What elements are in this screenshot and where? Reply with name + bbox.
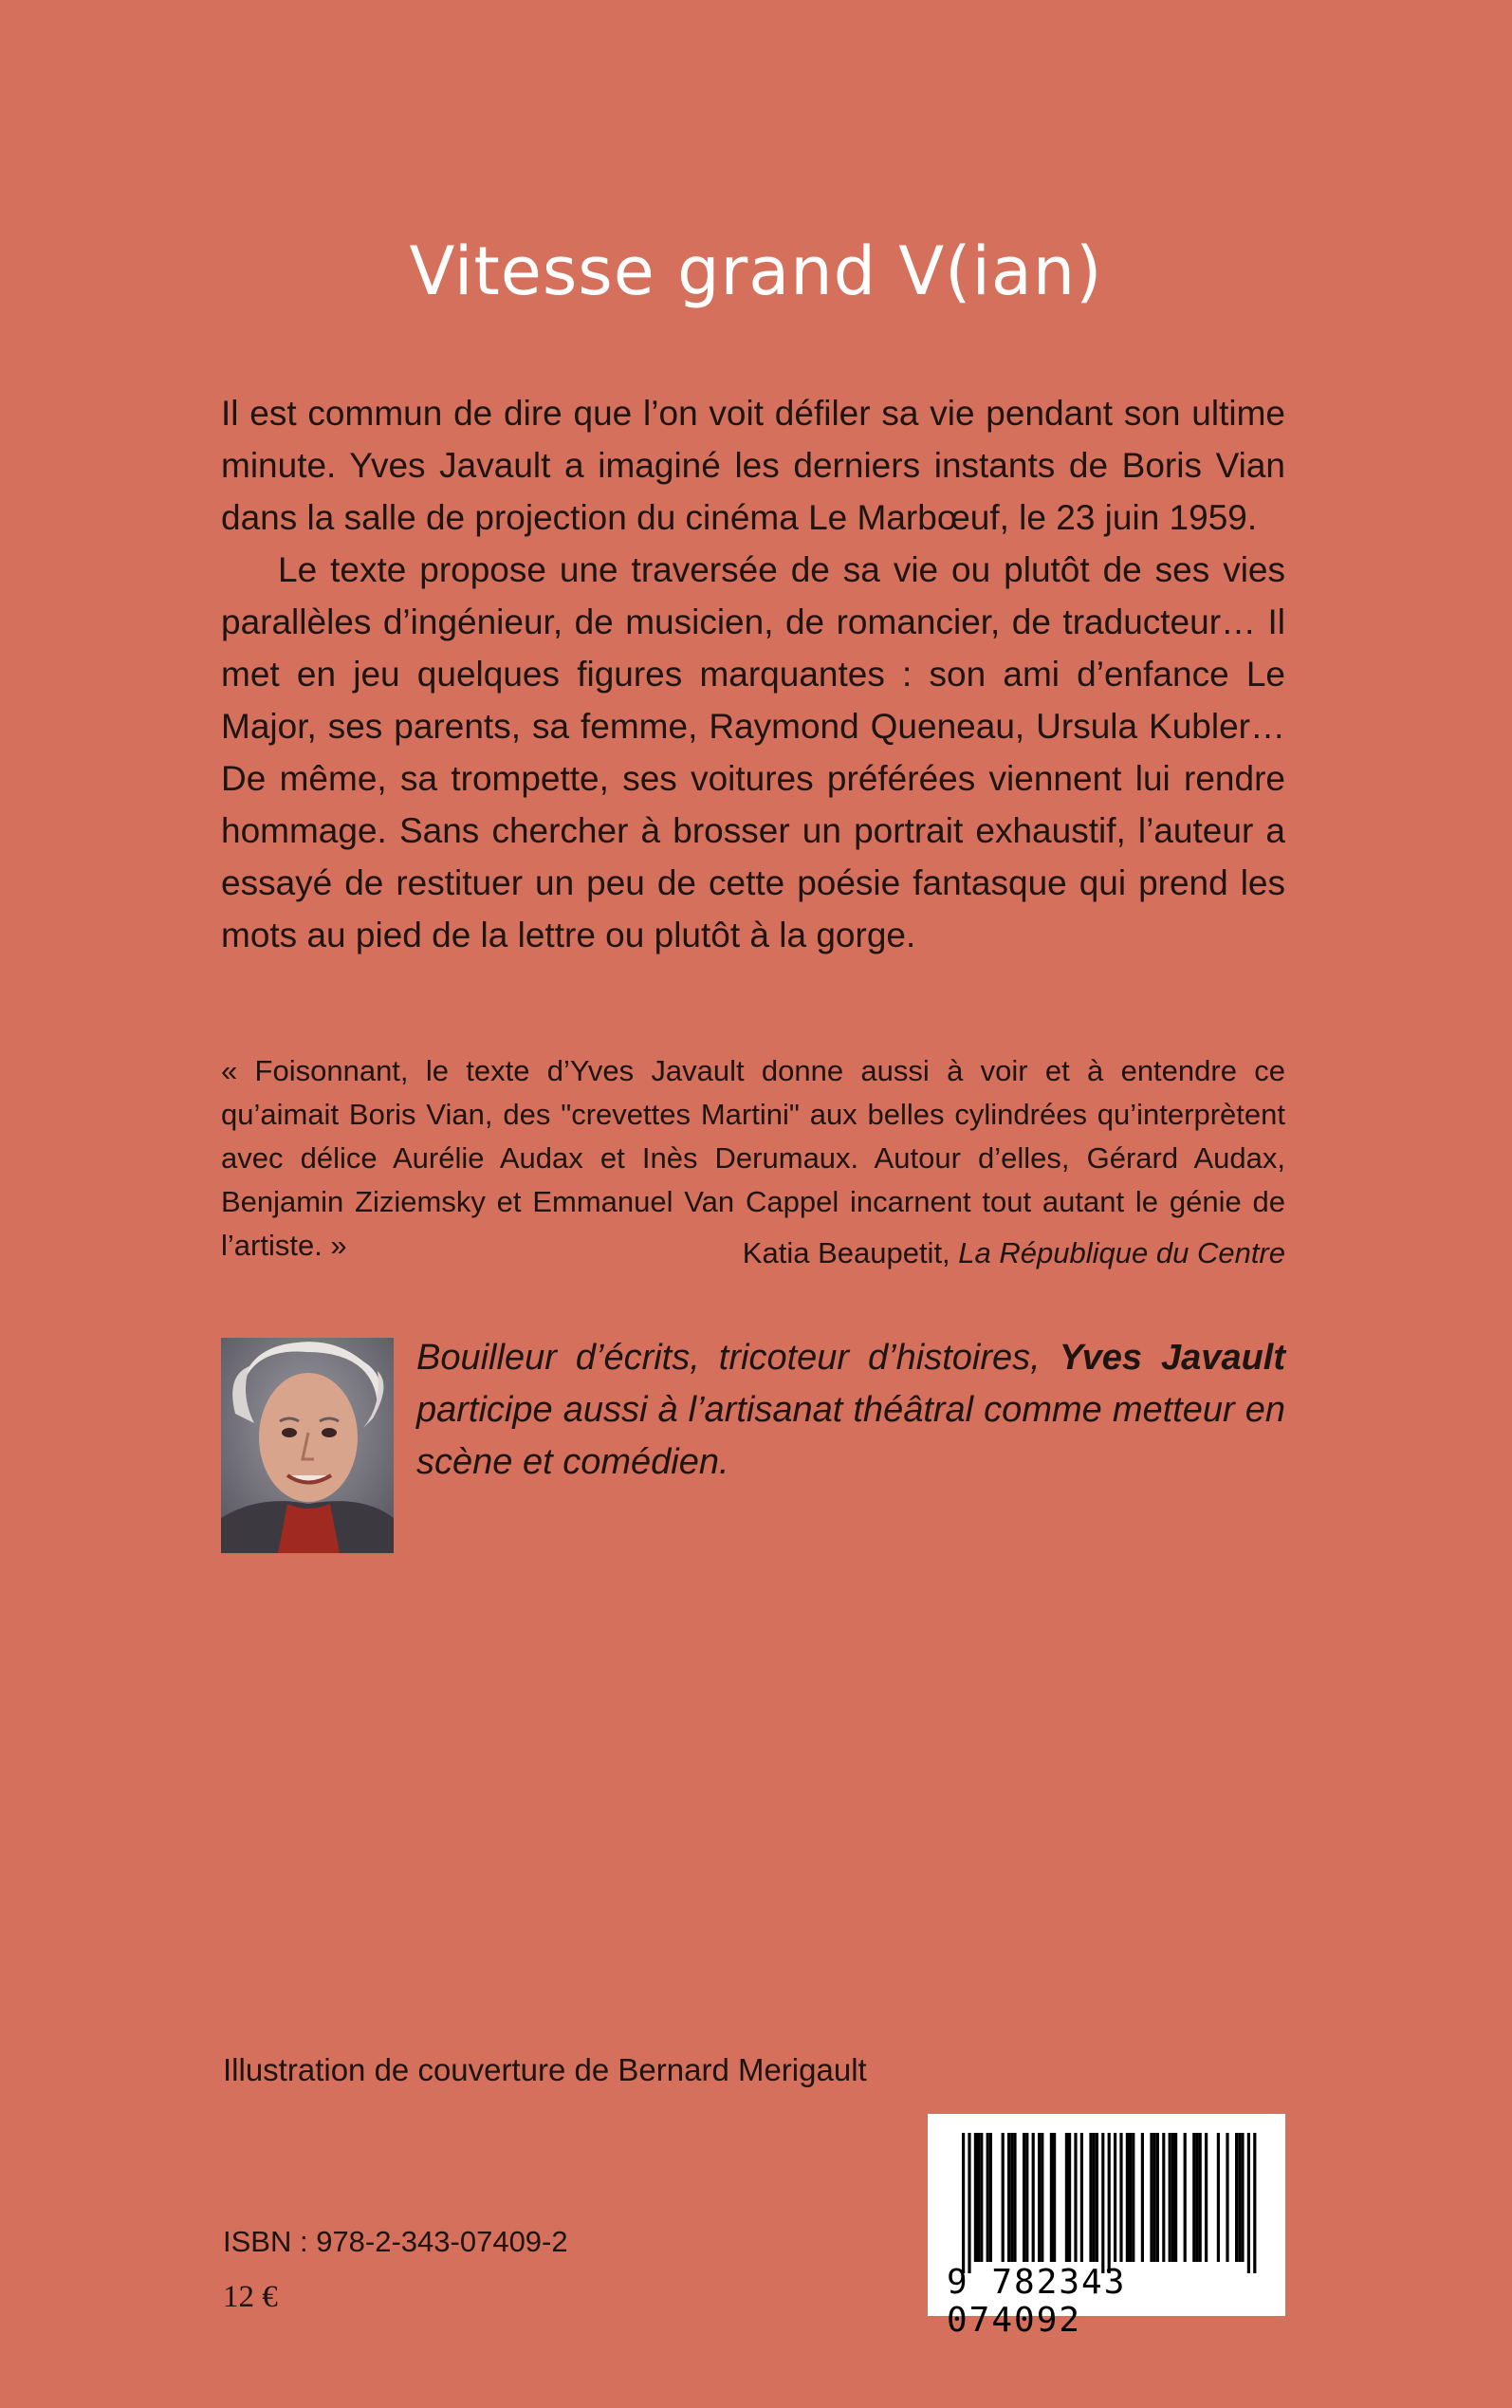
- barcode-bar: [1141, 2133, 1144, 2262]
- barcode-bar: [1150, 2133, 1152, 2262]
- bio-intro: Bouilleur d’écrits, tricoteur d’histoires,: [416, 1338, 1060, 1378]
- barcode-bar: [1068, 2133, 1071, 2262]
- barcode-bar: [1129, 2133, 1132, 2262]
- barcode-bar: [1253, 2133, 1256, 2273]
- barcode-bar: [989, 2133, 992, 2262]
- back-cover-blurb: [221, 387, 1285, 961]
- barcode-bar: [1162, 2133, 1165, 2262]
- barcode-bar: [1171, 2133, 1174, 2262]
- barcode-bar: [1038, 2133, 1041, 2262]
- barcode-bar: [1132, 2133, 1134, 2262]
- barcode-bar: [986, 2133, 989, 2262]
- barcode-bar: [1093, 2133, 1096, 2262]
- barcode-bar: [1096, 2133, 1098, 2262]
- barcode-bar: [1050, 2133, 1053, 2262]
- barcode-bar: [1126, 2133, 1129, 2262]
- barcode-bar: [1089, 2133, 1092, 2262]
- barcode-bar: [1025, 2133, 1028, 2262]
- barcode-bar: [1041, 2133, 1043, 2262]
- barcode-bar: [1235, 2133, 1238, 2262]
- barcode-bar: [980, 2133, 983, 2262]
- barcode-bar: [1114, 2133, 1116, 2262]
- bio-rest: participe aussi à l’artisanat théâtral comme metteur en scène et comédien.: [416, 1390, 1285, 1482]
- barcode-bar: [1169, 2133, 1171, 2262]
- barcode-bar: [1023, 2133, 1025, 2262]
- barcode-bar: [977, 2133, 980, 2262]
- blurb-paragraph-1: Il est commun de dire que l’on voit défiler sa vie pendant son ultime minute. Yves Javault a imaginé les derniers instants de Boris Vian dans la salle de projection du cinéma Le Marbœuf, le 23 juin 1959.: [221, 394, 1285, 537]
- barcode-bar: [1217, 2133, 1220, 2262]
- barcode-bar: [1010, 2133, 1013, 2262]
- barcode-bar: [1174, 2133, 1177, 2262]
- barcode-bar: [1226, 2133, 1228, 2262]
- barcode-digits: 9 782343 074092: [947, 2263, 1127, 2340]
- isbn: ISBN : 978-2-343-07409-2: [223, 2225, 568, 2258]
- barcode-bar: [1192, 2133, 1195, 2262]
- book-title: Vitesse grand V(ian): [409, 232, 1103, 310]
- barcode-bar: [1013, 2133, 1016, 2262]
- barcode-bar: [1195, 2133, 1198, 2262]
- barcode-bar: [1238, 2133, 1241, 2262]
- barcode-bar: [1053, 2133, 1056, 2262]
- barcode: [928, 2114, 1285, 2340]
- barcode-bar: [1205, 2133, 1208, 2262]
- author-photo: [221, 1338, 394, 1553]
- illustration-credit: Illustration de couverture de Bernard Merigault: [223, 2052, 867, 2087]
- barcode-bar: [1247, 2133, 1250, 2273]
- quote-author: Katia Beaupetit,: [742, 1236, 959, 1269]
- barcode-bar: [1153, 2133, 1156, 2262]
- barcode-bar: [1002, 2133, 1005, 2262]
- author-portrait-image: [221, 1338, 394, 1553]
- barcode-bar: [1199, 2133, 1202, 2262]
- barcode-bar: [1156, 2133, 1159, 2262]
- barcode-bar: [962, 2133, 965, 2273]
- blurb-paragraph-2: Le texte propose une traversée de sa vie ou plutôt de ses vies parallèles d’ingénieur, de musicien, de romancier, de traducteur… Il met en jeu quelques figures marquantes : son ami d’enfance Le Major, ses parents, sa femme, Raymond Queneau, Ursula Kubler… De même, sa trompette, ses voitures préférées viennent lui rendre hommage. Sans chercher à brosser un portrait exhaustif, l’auteur a essayé de restituer un peu de cette poésie fantasque qui prend les mots au pied de la lettre ou plutôt à la gorge.: [221, 550, 1285, 954]
- barcode-bar: [1101, 2133, 1104, 2273]
- barcode-bar: [974, 2133, 977, 2262]
- barcode-bar: [1080, 2133, 1083, 2262]
- author-bio: [416, 1332, 1285, 1489]
- author-name: Yves Javault: [1059, 1338, 1286, 1378]
- barcode-bar: [1007, 2133, 1010, 2262]
- quote-source: La République du Centre: [958, 1236, 1285, 1269]
- barcode-bar: [1241, 2133, 1244, 2262]
- barcode-bar: [968, 2133, 970, 2273]
- price: 12 €: [223, 2280, 278, 2314]
- quote-attribution: [221, 1232, 1285, 1275]
- barcode-bar: [1032, 2133, 1035, 2262]
- barcode-bar: [1119, 2133, 1122, 2262]
- barcode-bar: [1065, 2133, 1068, 2262]
- barcode-bar: [1108, 2133, 1111, 2273]
- barcode-bar: [1074, 2133, 1077, 2262]
- press-quote: « Foisonnant, le texte d’Yves Javault donne aussi à voir et à entendre ce qu’aimait Boris Vian, des "crevettes Martini" aux belles cylindrées qu’interprètent avec délice Aurélie Audax et Inès Derumaux. Autour d’elles, Gérard Audax, Benjamin Ziziemsky et Emmanuel Van Cappel incarnent tout autant le génie de l’artiste. »: [221, 1054, 1285, 1262]
- barcode-bar: [1184, 2133, 1187, 2262]
